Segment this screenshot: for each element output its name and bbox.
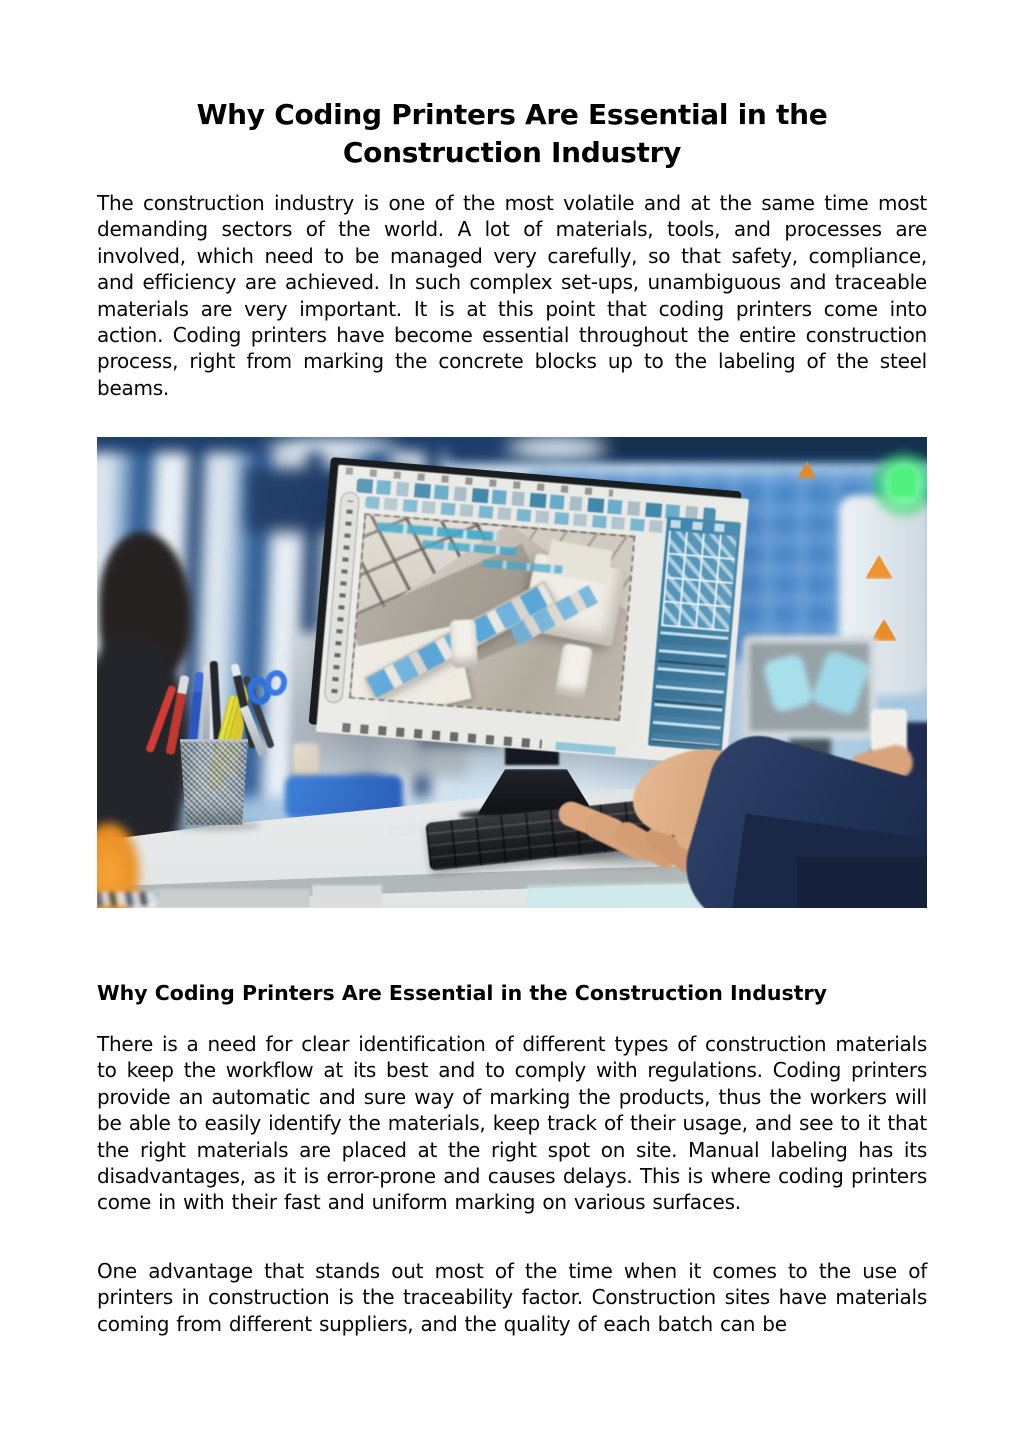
robot-arm-graphic-2 <box>810 649 871 717</box>
article-title-line1: Why Coding Printers Are Essential in the <box>196 98 828 131</box>
article-photo <box>97 437 927 908</box>
pen-cup <box>177 739 251 825</box>
screen-glare <box>316 465 749 767</box>
cad-monitor <box>309 457 742 759</box>
body-paragraph-3: One advantage that stands out most of the time when it comes to the use of printers in construction is the traceability factor. Construction sites have materials coming from different suppliers, and the quality of each batch can be <box>97 1259 927 1336</box>
section-subheading: Why Coding Printers Are Essential in the Construction Industry <box>97 981 827 1005</box>
intro-paragraph: The construction industry is one of the most volatile and at the same time most demanding sectors of the world. A lot of materials, tools, and processes are involved, which need to be managed very carefully, so that safety, compliance, and efficiency are achieved. In such complex set-ups, unambiguous and traceable materials are very important. It is at this point that coding printers come into action. Coding printers have become essential throughout the entire construction process, right from marking the concrete blocks up to the labeling of the steel beams. <box>97 191 927 400</box>
desk-leg-2 <box>312 885 382 907</box>
green-status-light <box>890 467 916 497</box>
robot-arm-graphic <box>762 653 814 714</box>
suit-sleeve-corner <box>797 857 927 908</box>
body-paragraph-2: There is a need for clear identification of different types of construction materials to keep the workflow at its best and to comply with regulations. Coding printers provide an automatic and sure way of marking the products, thus the workers will be able to easily identify the materials, keep track of their usage, and see to it that the right materials are placed at the right spot on site. Manual labeling has its disadvantages, as it is error-prone and causes delays. This is where coding printers come in with their fast and uniform marking on various surfaces. <box>97 1032 927 1215</box>
blurred-pens-corner <box>97 892 157 906</box>
ceiling-light-2 <box>507 437 607 459</box>
article-title <box>97 96 927 172</box>
cad-screen <box>316 465 749 767</box>
background-monitor-screen <box>750 643 869 731</box>
background-monitor <box>742 635 877 739</box>
desk-leg <box>155 889 310 908</box>
article-title-line2: Construction Industry <box>342 136 682 169</box>
